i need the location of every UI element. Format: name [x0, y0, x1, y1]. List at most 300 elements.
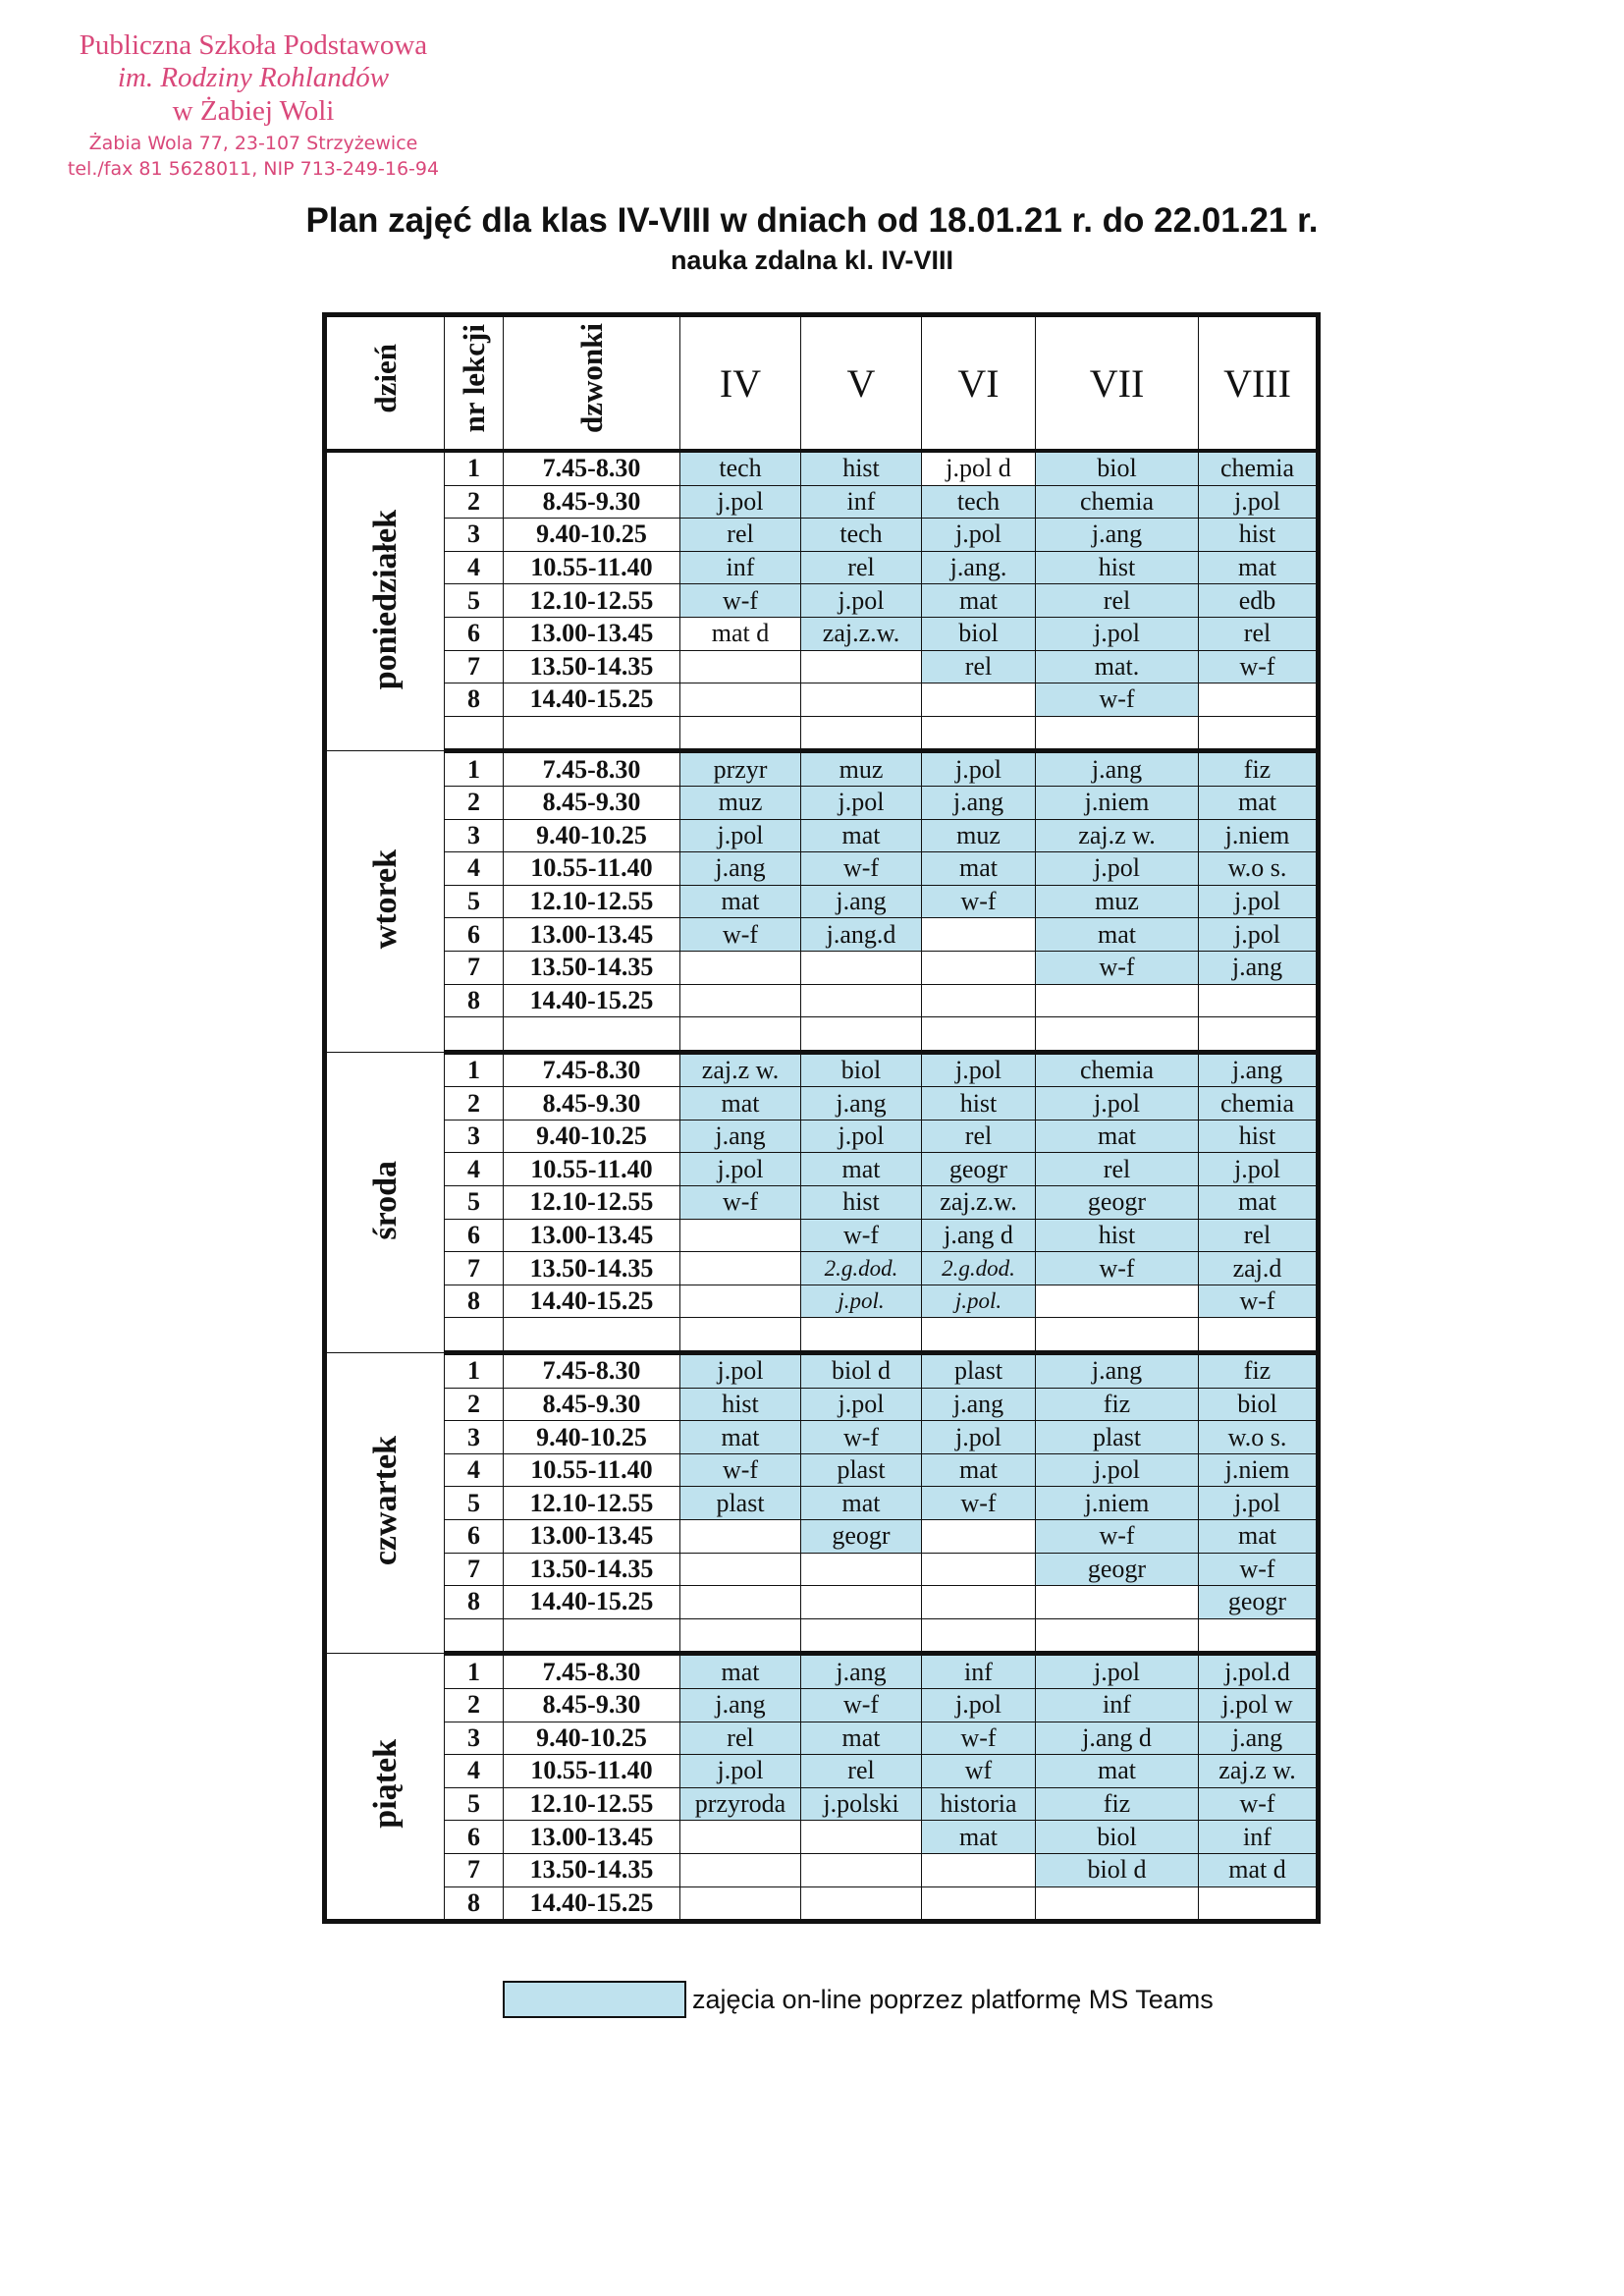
lesson-time: 14.40-15.25	[504, 1886, 680, 1922]
subject-cell: biol d	[801, 1353, 922, 1389]
subject-cell: j.ang d	[1036, 1722, 1199, 1755]
subject-cell	[922, 683, 1036, 717]
subject-cell: przyr	[680, 751, 801, 787]
subject-cell: geogr	[1036, 1553, 1199, 1586]
lesson-time: 7.45-8.30	[504, 1052, 680, 1087]
subject-cell: j.pol	[922, 751, 1036, 787]
subject-cell: j.pol	[680, 485, 801, 519]
lesson-time: 7.45-8.30	[504, 451, 680, 485]
subject-cell: rel	[680, 1722, 801, 1755]
empty-cell	[801, 1618, 922, 1654]
empty-cell	[445, 1618, 504, 1654]
subject-cell: j.pol	[922, 519, 1036, 552]
table-row	[325, 819, 1319, 852]
subject-cell: mat	[680, 1654, 801, 1689]
subject-cell	[1036, 1285, 1199, 1318]
subject-cell: j.pol	[801, 786, 922, 819]
subject-cell: muz	[801, 751, 922, 787]
lesson-time: 13.50-14.35	[504, 1553, 680, 1586]
subject-cell: mat	[922, 852, 1036, 886]
subject-cell	[801, 1853, 922, 1886]
subject-cell: j.polski	[801, 1787, 922, 1821]
lesson-number: 4	[445, 1755, 504, 1788]
subject-cell: chemia	[1199, 451, 1319, 485]
subject-cell: inf	[801, 485, 922, 519]
lesson-number: 4	[445, 852, 504, 886]
subject-cell: fiz	[1036, 1787, 1199, 1821]
lesson-number: 2	[445, 786, 504, 819]
lesson-time: 9.40-10.25	[504, 1722, 680, 1755]
lesson-number: 5	[445, 1186, 504, 1220]
subject-cell: j.pol	[680, 1755, 801, 1788]
subject-cell	[801, 984, 922, 1017]
subject-cell: hist	[680, 1388, 801, 1421]
header-class-vii: VII	[1036, 315, 1199, 452]
subject-cell	[680, 984, 801, 1017]
legend-text: zajęcia on-line poprzez platformę MS Teams	[692, 1984, 1214, 2014]
lesson-number: 5	[445, 584, 504, 618]
lesson-time: 9.40-10.25	[504, 819, 680, 852]
subject-cell: j.pol	[1036, 1654, 1199, 1689]
subject-cell: mat	[922, 584, 1036, 618]
school-name: Publiczna Szkoła Podstawowa	[79, 29, 428, 61]
lesson-number: 2	[445, 1688, 504, 1722]
subject-cell: j.pol.	[801, 1285, 922, 1318]
empty-cell	[922, 1017, 1036, 1053]
table-row	[325, 1886, 1319, 1922]
subject-cell: mat	[680, 1087, 801, 1121]
lesson-number: 6	[445, 918, 504, 952]
table-row	[325, 1285, 1319, 1318]
subject-cell	[922, 1886, 1036, 1922]
empty-cell	[1199, 1017, 1319, 1053]
subject-cell: rel	[922, 650, 1036, 683]
school-address: Żabia Wola 77, 23-107 Strzyżewice	[88, 133, 418, 155]
table-row	[325, 1553, 1319, 1586]
separator-row	[325, 716, 1319, 751]
subject-cell: zaj.z w.	[1199, 1755, 1319, 1788]
subject-cell	[922, 1853, 1036, 1886]
lesson-number: 6	[445, 1520, 504, 1554]
subject-cell: mat.	[1036, 650, 1199, 683]
table-row	[325, 1353, 1319, 1389]
subject-cell: j.pol	[801, 1388, 922, 1421]
subject-cell: rel	[1036, 1153, 1199, 1186]
table-row	[325, 1755, 1319, 1788]
lesson-number: 8	[445, 1285, 504, 1318]
subject-cell	[1036, 1586, 1199, 1619]
day-label-poniedzialek: poniedziałek	[325, 451, 445, 751]
subject-cell: mat	[1036, 1120, 1199, 1153]
subject-cell: j.pol.d	[1199, 1654, 1319, 1689]
lesson-number: 8	[445, 1586, 504, 1619]
empty-cell	[504, 1318, 680, 1353]
subject-cell	[1036, 1886, 1199, 1922]
lesson-time: 8.45-9.30	[504, 1688, 680, 1722]
subject-cell: wf	[922, 1755, 1036, 1788]
lesson-number: 3	[445, 1421, 504, 1454]
table-row	[325, 1787, 1319, 1821]
legend	[503, 1981, 1214, 2018]
table-row	[325, 617, 1319, 650]
lesson-time: 10.55-11.40	[504, 852, 680, 886]
subject-cell: j.ang	[1036, 1353, 1199, 1389]
subject-cell: j.pol	[922, 1688, 1036, 1722]
subject-cell	[680, 683, 801, 717]
lesson-number: 4	[445, 1453, 504, 1487]
subject-cell: j.ang.d	[801, 918, 922, 952]
subject-cell	[922, 1520, 1036, 1554]
subject-cell: j.pol	[1036, 852, 1199, 886]
lesson-number: 1	[445, 451, 504, 485]
subject-cell: j.pol	[801, 1120, 922, 1153]
subject-cell	[680, 1886, 801, 1922]
table-row	[325, 1052, 1319, 1087]
table-row	[325, 485, 1319, 519]
subject-cell: w-f	[801, 852, 922, 886]
subject-cell: j.ang d	[922, 1219, 1036, 1252]
separator-row	[325, 1318, 1319, 1353]
subject-cell	[1036, 984, 1199, 1017]
subject-cell: zaj.d	[1199, 1252, 1319, 1285]
empty-cell	[445, 716, 504, 751]
subject-cell: tech	[680, 451, 801, 485]
lesson-number: 3	[445, 519, 504, 552]
subject-cell: j.niem	[1036, 1487, 1199, 1520]
subject-cell: j.ang	[1199, 1722, 1319, 1755]
subject-cell	[680, 1853, 801, 1886]
subject-cell	[922, 984, 1036, 1017]
lesson-time: 13.50-14.35	[504, 1853, 680, 1886]
subject-cell: w-f	[1199, 650, 1319, 683]
lesson-time: 7.45-8.30	[504, 1353, 680, 1389]
school-stamp	[57, 29, 450, 181]
table-row	[325, 1688, 1319, 1722]
subject-cell: w-f	[680, 584, 801, 618]
lesson-time: 13.00-13.45	[504, 1219, 680, 1252]
table-row	[325, 951, 1319, 984]
subject-cell: mat	[1199, 786, 1319, 819]
header-class-iv: IV	[680, 315, 801, 452]
table-row	[325, 1853, 1319, 1886]
lesson-number: 8	[445, 683, 504, 717]
lesson-time: 14.40-15.25	[504, 1586, 680, 1619]
subject-cell: j.pol	[1199, 1487, 1319, 1520]
subject-cell	[680, 1285, 801, 1318]
subject-cell: mat	[1036, 918, 1199, 952]
subject-cell: w-f	[1036, 683, 1199, 717]
empty-cell	[922, 1618, 1036, 1654]
subject-cell: w-f	[922, 1487, 1036, 1520]
lesson-number: 1	[445, 1353, 504, 1389]
table-row	[325, 984, 1319, 1017]
empty-cell	[445, 1318, 504, 1353]
empty-cell	[680, 1318, 801, 1353]
subject-cell: mat	[801, 1722, 922, 1755]
subject-cell: plast	[1036, 1421, 1199, 1454]
lesson-number: 4	[445, 1153, 504, 1186]
school-place: w Żabiej Woli	[172, 94, 335, 127]
subject-cell	[801, 1886, 922, 1922]
empty-cell	[504, 716, 680, 751]
header-day: dzień	[325, 315, 445, 452]
lesson-time: 8.45-9.30	[504, 1388, 680, 1421]
subject-cell: zaj.z w.	[1036, 819, 1199, 852]
table-row	[325, 1453, 1319, 1487]
subject-cell: hist	[1199, 1120, 1319, 1153]
empty-cell	[680, 1017, 801, 1053]
lesson-time: 12.10-12.55	[504, 584, 680, 618]
lesson-time: 8.45-9.30	[504, 1087, 680, 1121]
subject-cell: j.ang	[1199, 951, 1319, 984]
subject-cell: hist	[1199, 519, 1319, 552]
lesson-time: 12.10-12.55	[504, 1487, 680, 1520]
lesson-number: 6	[445, 1821, 504, 1854]
subject-cell: tech	[922, 485, 1036, 519]
empty-cell	[1036, 1618, 1199, 1654]
table-row	[325, 451, 1319, 485]
lesson-time: 14.40-15.25	[504, 1285, 680, 1318]
empty-cell	[922, 716, 1036, 751]
subject-cell: mat d	[1199, 1853, 1319, 1886]
subject-cell	[801, 683, 922, 717]
subject-cell: rel	[1199, 617, 1319, 650]
lesson-number: 5	[445, 885, 504, 918]
subject-cell	[801, 1586, 922, 1619]
lesson-time: 14.40-15.25	[504, 984, 680, 1017]
page-title: Plan zajęć dla klas IV-VIII w dniach od 18.01.21 r. do 22.01.21 r.	[305, 201, 1319, 240]
lesson-time: 10.55-11.40	[504, 1453, 680, 1487]
subject-cell: hist	[1036, 1219, 1199, 1252]
header-lesson-number: nr lekcji	[445, 315, 504, 452]
subject-cell: fiz	[1036, 1388, 1199, 1421]
lesson-time: 7.45-8.30	[504, 1654, 680, 1689]
subject-cell: w-f	[1199, 1285, 1319, 1318]
subject-cell: mat	[1199, 551, 1319, 584]
subject-cell: przyroda	[680, 1787, 801, 1821]
subject-cell: mat	[680, 1421, 801, 1454]
table-row	[325, 1219, 1319, 1252]
subject-cell: j.ang	[1036, 519, 1199, 552]
subject-cell: mat	[1199, 1520, 1319, 1554]
subject-cell	[922, 951, 1036, 984]
legend-swatch	[503, 1981, 686, 2018]
table-row	[325, 1186, 1319, 1220]
lesson-time: 8.45-9.30	[504, 485, 680, 519]
table-row	[325, 786, 1319, 819]
subject-cell: w-f	[1199, 1553, 1319, 1586]
subject-cell: w.o s.	[1199, 1421, 1319, 1454]
subject-cell: tech	[801, 519, 922, 552]
subject-cell: j.pol	[680, 1153, 801, 1186]
table-row	[325, 1821, 1319, 1854]
subject-cell: historia	[922, 1787, 1036, 1821]
subject-cell: j.pol	[1036, 617, 1199, 650]
subject-cell: j.ang	[680, 1688, 801, 1722]
lesson-time: 9.40-10.25	[504, 1421, 680, 1454]
lesson-number: 7	[445, 1553, 504, 1586]
table-row	[325, 918, 1319, 952]
table-row	[325, 551, 1319, 584]
subject-cell: biol	[922, 617, 1036, 650]
subject-cell: zaj.z.w.	[801, 617, 922, 650]
table-row	[325, 1654, 1319, 1689]
lesson-time: 12.10-12.55	[504, 1186, 680, 1220]
lesson-number: 4	[445, 551, 504, 584]
subject-cell: rel	[1036, 584, 1199, 618]
table-row	[325, 1421, 1319, 1454]
subject-cell: j.pol	[1199, 485, 1319, 519]
empty-cell	[922, 1318, 1036, 1353]
subject-cell: j.niem	[1199, 819, 1319, 852]
subject-cell: plast	[680, 1487, 801, 1520]
subject-cell	[801, 1553, 922, 1586]
subject-cell: chemia	[1036, 485, 1199, 519]
subject-cell: mat	[680, 885, 801, 918]
day-label-piatek: piątek	[325, 1654, 445, 1922]
lesson-time: 12.10-12.55	[504, 885, 680, 918]
lesson-number: 8	[445, 1886, 504, 1922]
subject-cell: j.pol.	[922, 1285, 1036, 1318]
subject-cell: inf	[1199, 1821, 1319, 1854]
subject-cell	[680, 1821, 801, 1854]
subject-cell	[680, 1520, 801, 1554]
lesson-number: 1	[445, 1654, 504, 1689]
subject-cell: w-f	[801, 1219, 922, 1252]
subject-cell: muz	[680, 786, 801, 819]
subject-cell	[1199, 683, 1319, 717]
lesson-time: 13.50-14.35	[504, 1252, 680, 1285]
subject-cell: inf	[1036, 1688, 1199, 1722]
table-row	[325, 1520, 1319, 1554]
lesson-time: 8.45-9.30	[504, 786, 680, 819]
lesson-time: 13.00-13.45	[504, 918, 680, 952]
lesson-number: 7	[445, 1252, 504, 1285]
lesson-time: 13.50-14.35	[504, 951, 680, 984]
empty-cell	[1036, 716, 1199, 751]
lesson-number: 7	[445, 951, 504, 984]
subject-cell: w-f	[680, 1186, 801, 1220]
subject-cell: geogr	[1199, 1586, 1319, 1619]
subject-cell	[680, 1553, 801, 1586]
subject-cell: geogr	[801, 1520, 922, 1554]
subject-cell: zaj.z w.	[680, 1052, 801, 1087]
subject-cell	[680, 1252, 801, 1285]
subject-cell: plast	[801, 1453, 922, 1487]
lesson-time: 13.00-13.45	[504, 617, 680, 650]
subject-cell: j.pol w	[1199, 1688, 1319, 1722]
lesson-number: 5	[445, 1787, 504, 1821]
subject-cell: plast	[922, 1353, 1036, 1389]
subject-cell: j.pol	[922, 1421, 1036, 1454]
header-class-v: V	[801, 315, 922, 452]
subject-cell: j.ang	[680, 1120, 801, 1153]
lesson-number: 8	[445, 984, 504, 1017]
header-class-vi: VI	[922, 315, 1036, 452]
header-bells: dzwonki	[504, 315, 680, 452]
day-label-wtorek: wtorek	[325, 751, 445, 1052]
lesson-number: 2	[445, 1087, 504, 1121]
subject-cell: muz	[922, 819, 1036, 852]
subject-cell: hist	[801, 451, 922, 485]
lesson-time: 13.00-13.45	[504, 1821, 680, 1854]
lesson-number: 3	[445, 819, 504, 852]
subject-cell: mat	[801, 819, 922, 852]
table-row	[325, 1120, 1319, 1153]
subject-cell: j.ang.	[922, 551, 1036, 584]
table-row	[325, 1252, 1319, 1285]
subject-cell: mat	[922, 1453, 1036, 1487]
subject-cell: geogr	[1036, 1186, 1199, 1220]
subject-cell: fiz	[1199, 1353, 1319, 1389]
subject-cell	[1199, 984, 1319, 1017]
subject-cell: j.ang	[801, 1654, 922, 1689]
empty-cell	[801, 1318, 922, 1353]
subject-cell	[922, 1586, 1036, 1619]
empty-cell	[445, 1017, 504, 1053]
table-row	[325, 683, 1319, 717]
lesson-time: 13.00-13.45	[504, 1520, 680, 1554]
day-label-sroda: środa	[325, 1052, 445, 1352]
subject-cell: w-f	[1199, 1787, 1319, 1821]
subject-cell: rel	[801, 1755, 922, 1788]
table-row	[325, 885, 1319, 918]
page-subtitle: nauka zdalna kl. IV-VIII	[670, 246, 954, 275]
subject-cell: muz	[1036, 885, 1199, 918]
school-patron: im. Rodziny Rohlandów	[117, 62, 390, 94]
subject-cell: w-f	[680, 1453, 801, 1487]
table-row	[325, 1722, 1319, 1755]
subject-cell	[922, 918, 1036, 952]
subject-cell: w-f	[1036, 1520, 1199, 1554]
lesson-number: 5	[445, 1487, 504, 1520]
table-row	[325, 1087, 1319, 1121]
subject-cell: biol	[1199, 1388, 1319, 1421]
subject-cell: j.pol	[801, 584, 922, 618]
subject-cell: w-f	[1036, 1252, 1199, 1285]
subject-cell: w-f	[801, 1688, 922, 1722]
school-contact: tel./fax 81 5628011, NIP 713-249-16-94	[67, 157, 440, 180]
lesson-time: 9.40-10.25	[504, 519, 680, 552]
subject-cell	[801, 951, 922, 984]
header-class-viii: VIII	[1199, 315, 1319, 452]
empty-cell	[680, 716, 801, 751]
subject-cell: rel	[680, 519, 801, 552]
lesson-time: 12.10-12.55	[504, 1787, 680, 1821]
table-row	[325, 1153, 1319, 1186]
subject-cell	[801, 1821, 922, 1854]
subject-cell: mat	[801, 1487, 922, 1520]
empty-cell	[680, 1618, 801, 1654]
lesson-number: 7	[445, 1853, 504, 1886]
lesson-number: 3	[445, 1722, 504, 1755]
subject-cell: w-f	[801, 1421, 922, 1454]
subject-cell: j.pol	[1036, 1453, 1199, 1487]
table-row	[325, 1388, 1319, 1421]
lesson-time: 10.55-11.40	[504, 1153, 680, 1186]
subject-cell: chemia	[1199, 1087, 1319, 1121]
lesson-time: 10.55-11.40	[504, 551, 680, 584]
subject-cell: mat	[1199, 1186, 1319, 1220]
subject-cell: mat	[801, 1153, 922, 1186]
lesson-time: 10.55-11.40	[504, 1755, 680, 1788]
subject-cell: mat	[1036, 1755, 1199, 1788]
subject-cell: j.ang	[922, 1388, 1036, 1421]
subject-cell: 2.g.dod.	[801, 1252, 922, 1285]
subject-cell: inf	[680, 551, 801, 584]
subject-cell: j.pol	[922, 1052, 1036, 1087]
subject-cell: hist	[922, 1087, 1036, 1121]
